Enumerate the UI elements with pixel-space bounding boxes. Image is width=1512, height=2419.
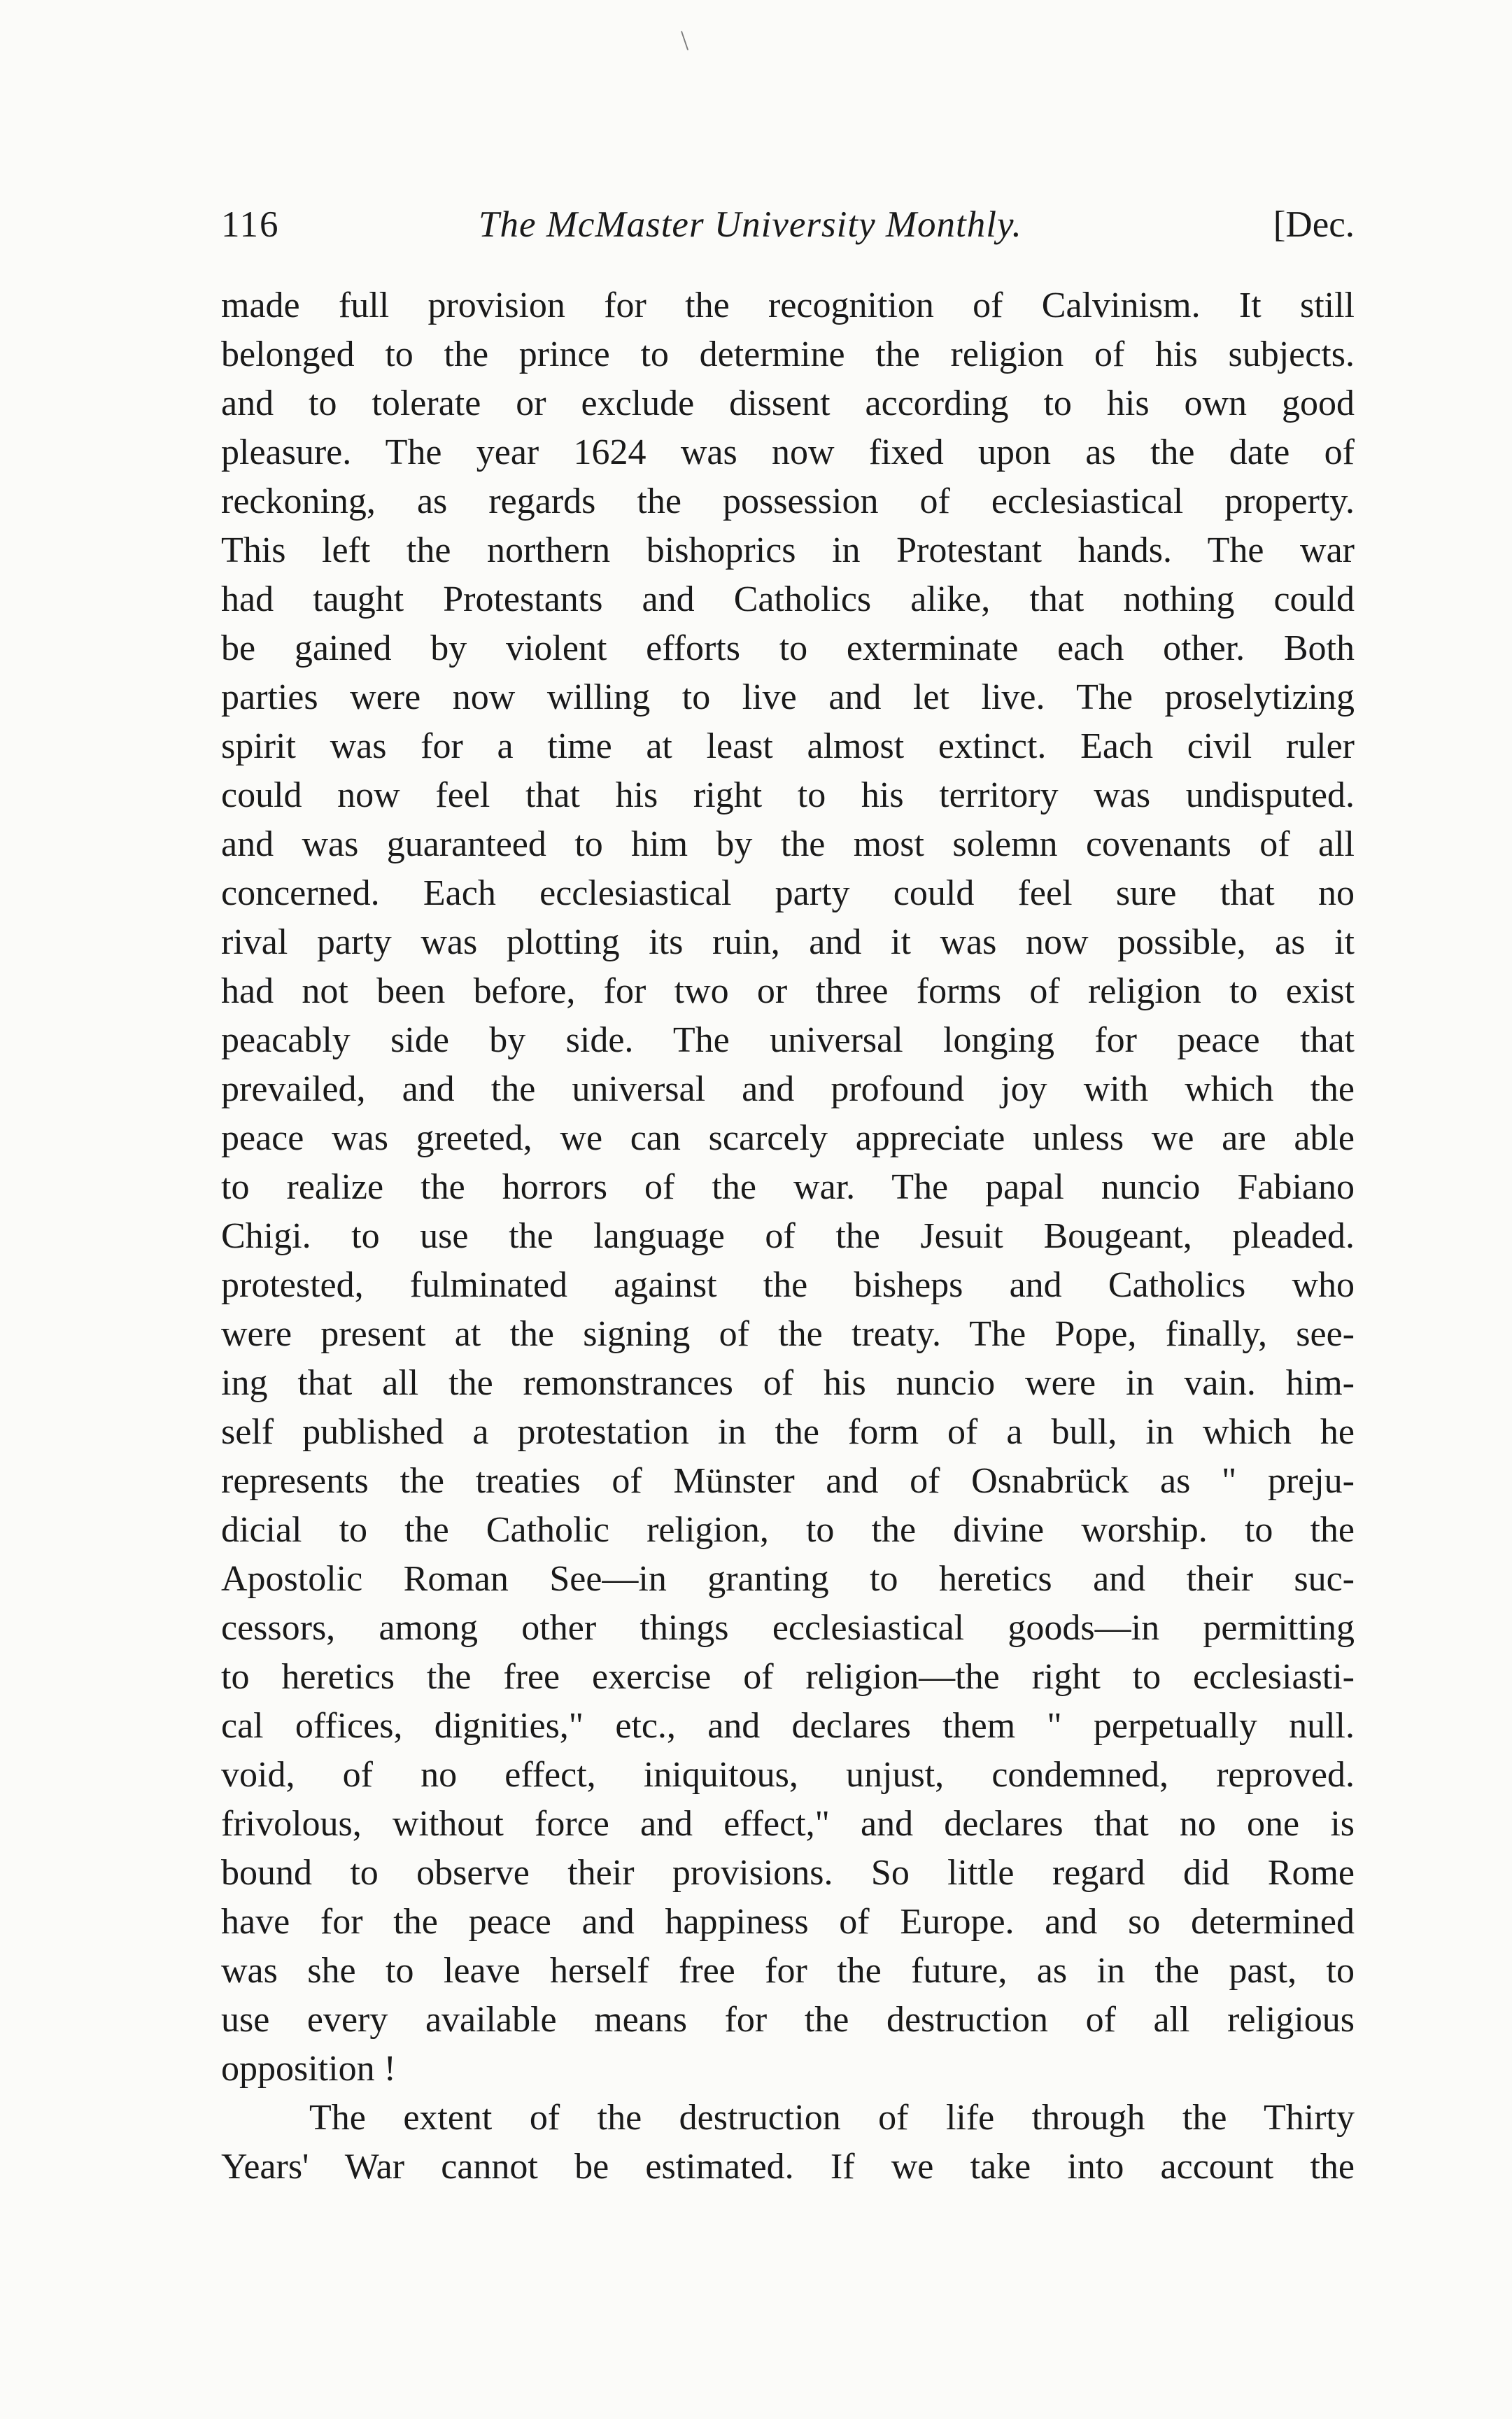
issue-month: [Dec. [1273,204,1355,245]
text-line: had not been before, for two or three forms of religion to exist [221,971,1355,1011]
text-line: and was guaranteed to him by the most solemn covenants of all [221,824,1355,864]
text-line: peace was greeted, we can scarcely appreciate unless we are able [221,1118,1355,1158]
text-line: void, of no effect, iniquitous, unjust, condemned, reproved. [221,1755,1355,1795]
page-number: 116 [221,204,280,245]
text-line: self published a protestation in the form of a bull, in which he [221,1412,1355,1452]
text-line: be gained by violent efforts to exterminate each other. Both [221,628,1355,668]
text-line: cessors, among other things ecclesiastical goods—in permitting [221,1608,1355,1648]
text-line: could now feel that his right to his territory was undisputed. [221,775,1355,815]
text-line: pleasure. The year 1624 was now fixed upon as the date of [221,432,1355,472]
text-line: reckoning, as regards the possession of ecclesiastical property. [221,481,1355,521]
text-line: peacably side by side. The universal longing for peace that [221,1020,1355,1060]
text-line: made full provision for the recognition of Calvinism. It still [221,285,1355,325]
text-line: rival party was plotting its ruin, and it was now possible, as it [221,922,1355,962]
text-line: was she to leave herself free for the future, as in the past, to [221,1951,1355,1991]
text-line: Apostolic Roman See—in granting to heretics and their suc- [221,1559,1355,1599]
text-line: spirit was for a time at least almost extinct. Each civil ruler [221,726,1355,766]
running-header [221,200,1355,249]
text-line: opposition ! [221,2049,396,2089]
text-line: to realize the horrors of the war. The papal nuncio Fabiano [221,1167,1355,1207]
text-line: have for the peace and happiness of Europe. and so determined [221,1902,1355,1942]
text-line: use every available means for the destruction of all religious [221,2000,1355,2040]
text-line: concerned. Each ecclesiastical party could feel sure that no [221,873,1355,913]
text-line: to heretics the free exercise of religion—the right to ecclesiasti- [221,1657,1355,1697]
paragraph-first-line: The extent of the destruction of life through the Thirty [309,2098,1355,2138]
margin-mark: \ [681,24,689,56]
text-line: dicial to the Catholic religion, to the divine worship. to the [221,1510,1355,1550]
journal-title: The McMaster University Monthly. [479,204,1022,245]
text-line: parties were now willing to live and let live. The proselytizing [221,677,1355,717]
text-line: and to tolerate or exclude dissent according to his own good [221,383,1355,423]
text-line: protested, fulminated against the bisheps and Catholics who [221,1265,1355,1305]
body-text [221,281,1355,2192]
text-line: Chigi. to use the language of the Jesuit Bougeant, pleaded. [221,1216,1355,1256]
text-line: had taught Protestants and Catholics alike, that nothing could [221,579,1355,619]
text-line: bound to observe their provisions. So little regard did Rome [221,1853,1355,1893]
text-line: cal offices, dignities," etc., and declares them " perpetually null. [221,1706,1355,1746]
text-line: Years' War cannot be estimated. If we take into account the [221,2147,1355,2187]
text-line: frivolous, without force and effect," and declares that no one is [221,1804,1355,1844]
text-line: prevailed, and the universal and profound joy with which the [221,1069,1355,1109]
text-line: This left the northern bishoprics in Protestant hands. The war [221,530,1355,570]
text-line: represents the treaties of Münster and of Osnabrück as " preju- [221,1461,1355,1501]
text-line: belonged to the prince to determine the religion of his subjects. [221,334,1355,374]
text-line: ing that all the remonstrances of his nuncio were in vain. him- [221,1363,1355,1403]
text-line: were present at the signing of the treaty. The Pope, finally, see- [221,1314,1355,1354]
